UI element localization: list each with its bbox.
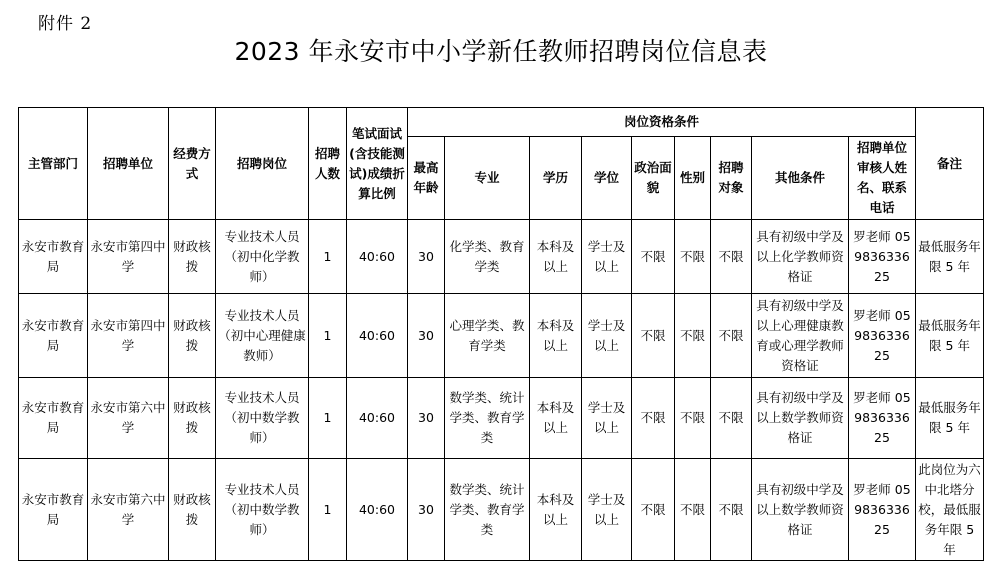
header-funding: 经费方式: [169, 108, 216, 220]
cell-count: 1: [309, 294, 347, 378]
cell-ratio: 40:60: [347, 220, 408, 294]
cell-contact: 罗老师 05983633625: [849, 220, 916, 294]
header-contact: 招聘单位审核人姓名、联系电话: [849, 137, 916, 220]
header-qualification-group: 岗位资格条件: [408, 108, 916, 137]
cell-edu: 本科及以上: [530, 459, 582, 561]
cell-dept: 永安市教育局: [19, 378, 88, 459]
cell-contact: 罗老师 05983633625: [849, 378, 916, 459]
cell-gender: 不限: [675, 294, 711, 378]
cell-unit: 永安市第四中学: [88, 294, 169, 378]
cell-politics: 不限: [632, 294, 675, 378]
cell-funding: 财政核拨: [169, 459, 216, 561]
cell-unit: 永安市第六中学: [88, 378, 169, 459]
cell-ratio: 40:60: [347, 378, 408, 459]
cell-edu: 本科及以上: [530, 378, 582, 459]
table-row: [19, 378, 984, 459]
cell-target: 不限: [711, 459, 752, 561]
cell-post: 专业技术人员（初中化学教师）: [216, 220, 309, 294]
header-degree: 学位: [582, 137, 632, 220]
cell-other: 具有初级中学及以上心理健康教育或心理学教师资格证: [752, 294, 849, 378]
cell-count: 1: [309, 378, 347, 459]
header-row-top: [19, 108, 984, 137]
cell-other: 具有初级中学及以上数学教师资格证: [752, 459, 849, 561]
cell-gender: 不限: [675, 459, 711, 561]
cell-other: 具有初级中学及以上化学教师资格证: [752, 220, 849, 294]
cell-major: 化学类、教育学类: [445, 220, 530, 294]
cell-politics: 不限: [632, 220, 675, 294]
table-row: [19, 459, 984, 561]
header-target: 招聘对象: [711, 137, 752, 220]
cell-funding: 财政核拨: [169, 294, 216, 378]
cell-gender: 不限: [675, 378, 711, 459]
table-row: [19, 294, 984, 378]
cell-age: 30: [408, 459, 445, 561]
header-gender: 性别: [675, 137, 711, 220]
cell-funding: 财政核拨: [169, 378, 216, 459]
table-row: [19, 220, 984, 294]
cell-age: 30: [408, 220, 445, 294]
header-unit: 招聘单位: [88, 108, 169, 220]
header-age: 最高年龄: [408, 137, 445, 220]
attachment-label: 附件 2: [38, 14, 93, 34]
cell-politics: 不限: [632, 459, 675, 561]
cell-other: 具有初级中学及以上数学教师资格证: [752, 378, 849, 459]
cell-ratio: 40:60: [347, 294, 408, 378]
recruitment-table: [18, 107, 984, 561]
cell-target: 不限: [711, 378, 752, 459]
cell-remark: 最低服务年限 5 年: [916, 378, 984, 459]
cell-age: 30: [408, 294, 445, 378]
cell-target: 不限: [711, 220, 752, 294]
cell-dept: 永安市教育局: [19, 459, 88, 561]
cell-count: 1: [309, 220, 347, 294]
header-remark: 备注: [916, 108, 984, 220]
cell-remark: 最低服务年限 5 年: [916, 294, 984, 378]
header-dept: 主管部门: [19, 108, 88, 220]
page-title: 2023 年永安市中小学新任教师招聘岗位信息表: [234, 37, 768, 66]
cell-post: 专业技术人员（初中数学教师）: [216, 459, 309, 561]
header-ratio: 笔试面试(含技能测试)成绩折算比例: [347, 108, 408, 220]
cell-major: 数学类、统计学类、教育学类: [445, 378, 530, 459]
header-edu: 学历: [530, 137, 582, 220]
cell-age: 30: [408, 378, 445, 459]
cell-edu: 本科及以上: [530, 294, 582, 378]
cell-contact: 罗老师 05983633625: [849, 294, 916, 378]
header-other: 其他条件: [752, 137, 849, 220]
header-major: 专业: [445, 137, 530, 220]
cell-funding: 财政核拨: [169, 220, 216, 294]
cell-degree: 学士及以上: [582, 378, 632, 459]
cell-remark: 此岗位为六中北塔分校，最低服务年限 5 年: [916, 459, 984, 561]
cell-major: 心理学类、教育学类: [445, 294, 530, 378]
cell-remark: 最低服务年限 5 年: [916, 220, 984, 294]
cell-post: 专业技术人员（初中数学教师）: [216, 378, 309, 459]
cell-post: 专业技术人员（初中心理健康教师）: [216, 294, 309, 378]
cell-unit: 永安市第四中学: [88, 220, 169, 294]
cell-target: 不限: [711, 294, 752, 378]
cell-dept: 永安市教育局: [19, 294, 88, 378]
cell-politics: 不限: [632, 378, 675, 459]
cell-degree: 学士及以上: [582, 220, 632, 294]
cell-ratio: 40:60: [347, 459, 408, 561]
cell-contact: 罗老师 05983633625: [849, 459, 916, 561]
header-politics: 政治面貌: [632, 137, 675, 220]
cell-unit: 永安市第六中学: [88, 459, 169, 561]
cell-edu: 本科及以上: [530, 220, 582, 294]
cell-major: 数学类、统计学类、教育学类: [445, 459, 530, 561]
header-post: 招聘岗位: [216, 108, 309, 220]
cell-degree: 学士及以上: [582, 459, 632, 561]
header-count: 招聘人数: [309, 108, 347, 220]
cell-count: 1: [309, 459, 347, 561]
cell-gender: 不限: [675, 220, 711, 294]
cell-degree: 学士及以上: [582, 294, 632, 378]
cell-dept: 永安市教育局: [19, 220, 88, 294]
